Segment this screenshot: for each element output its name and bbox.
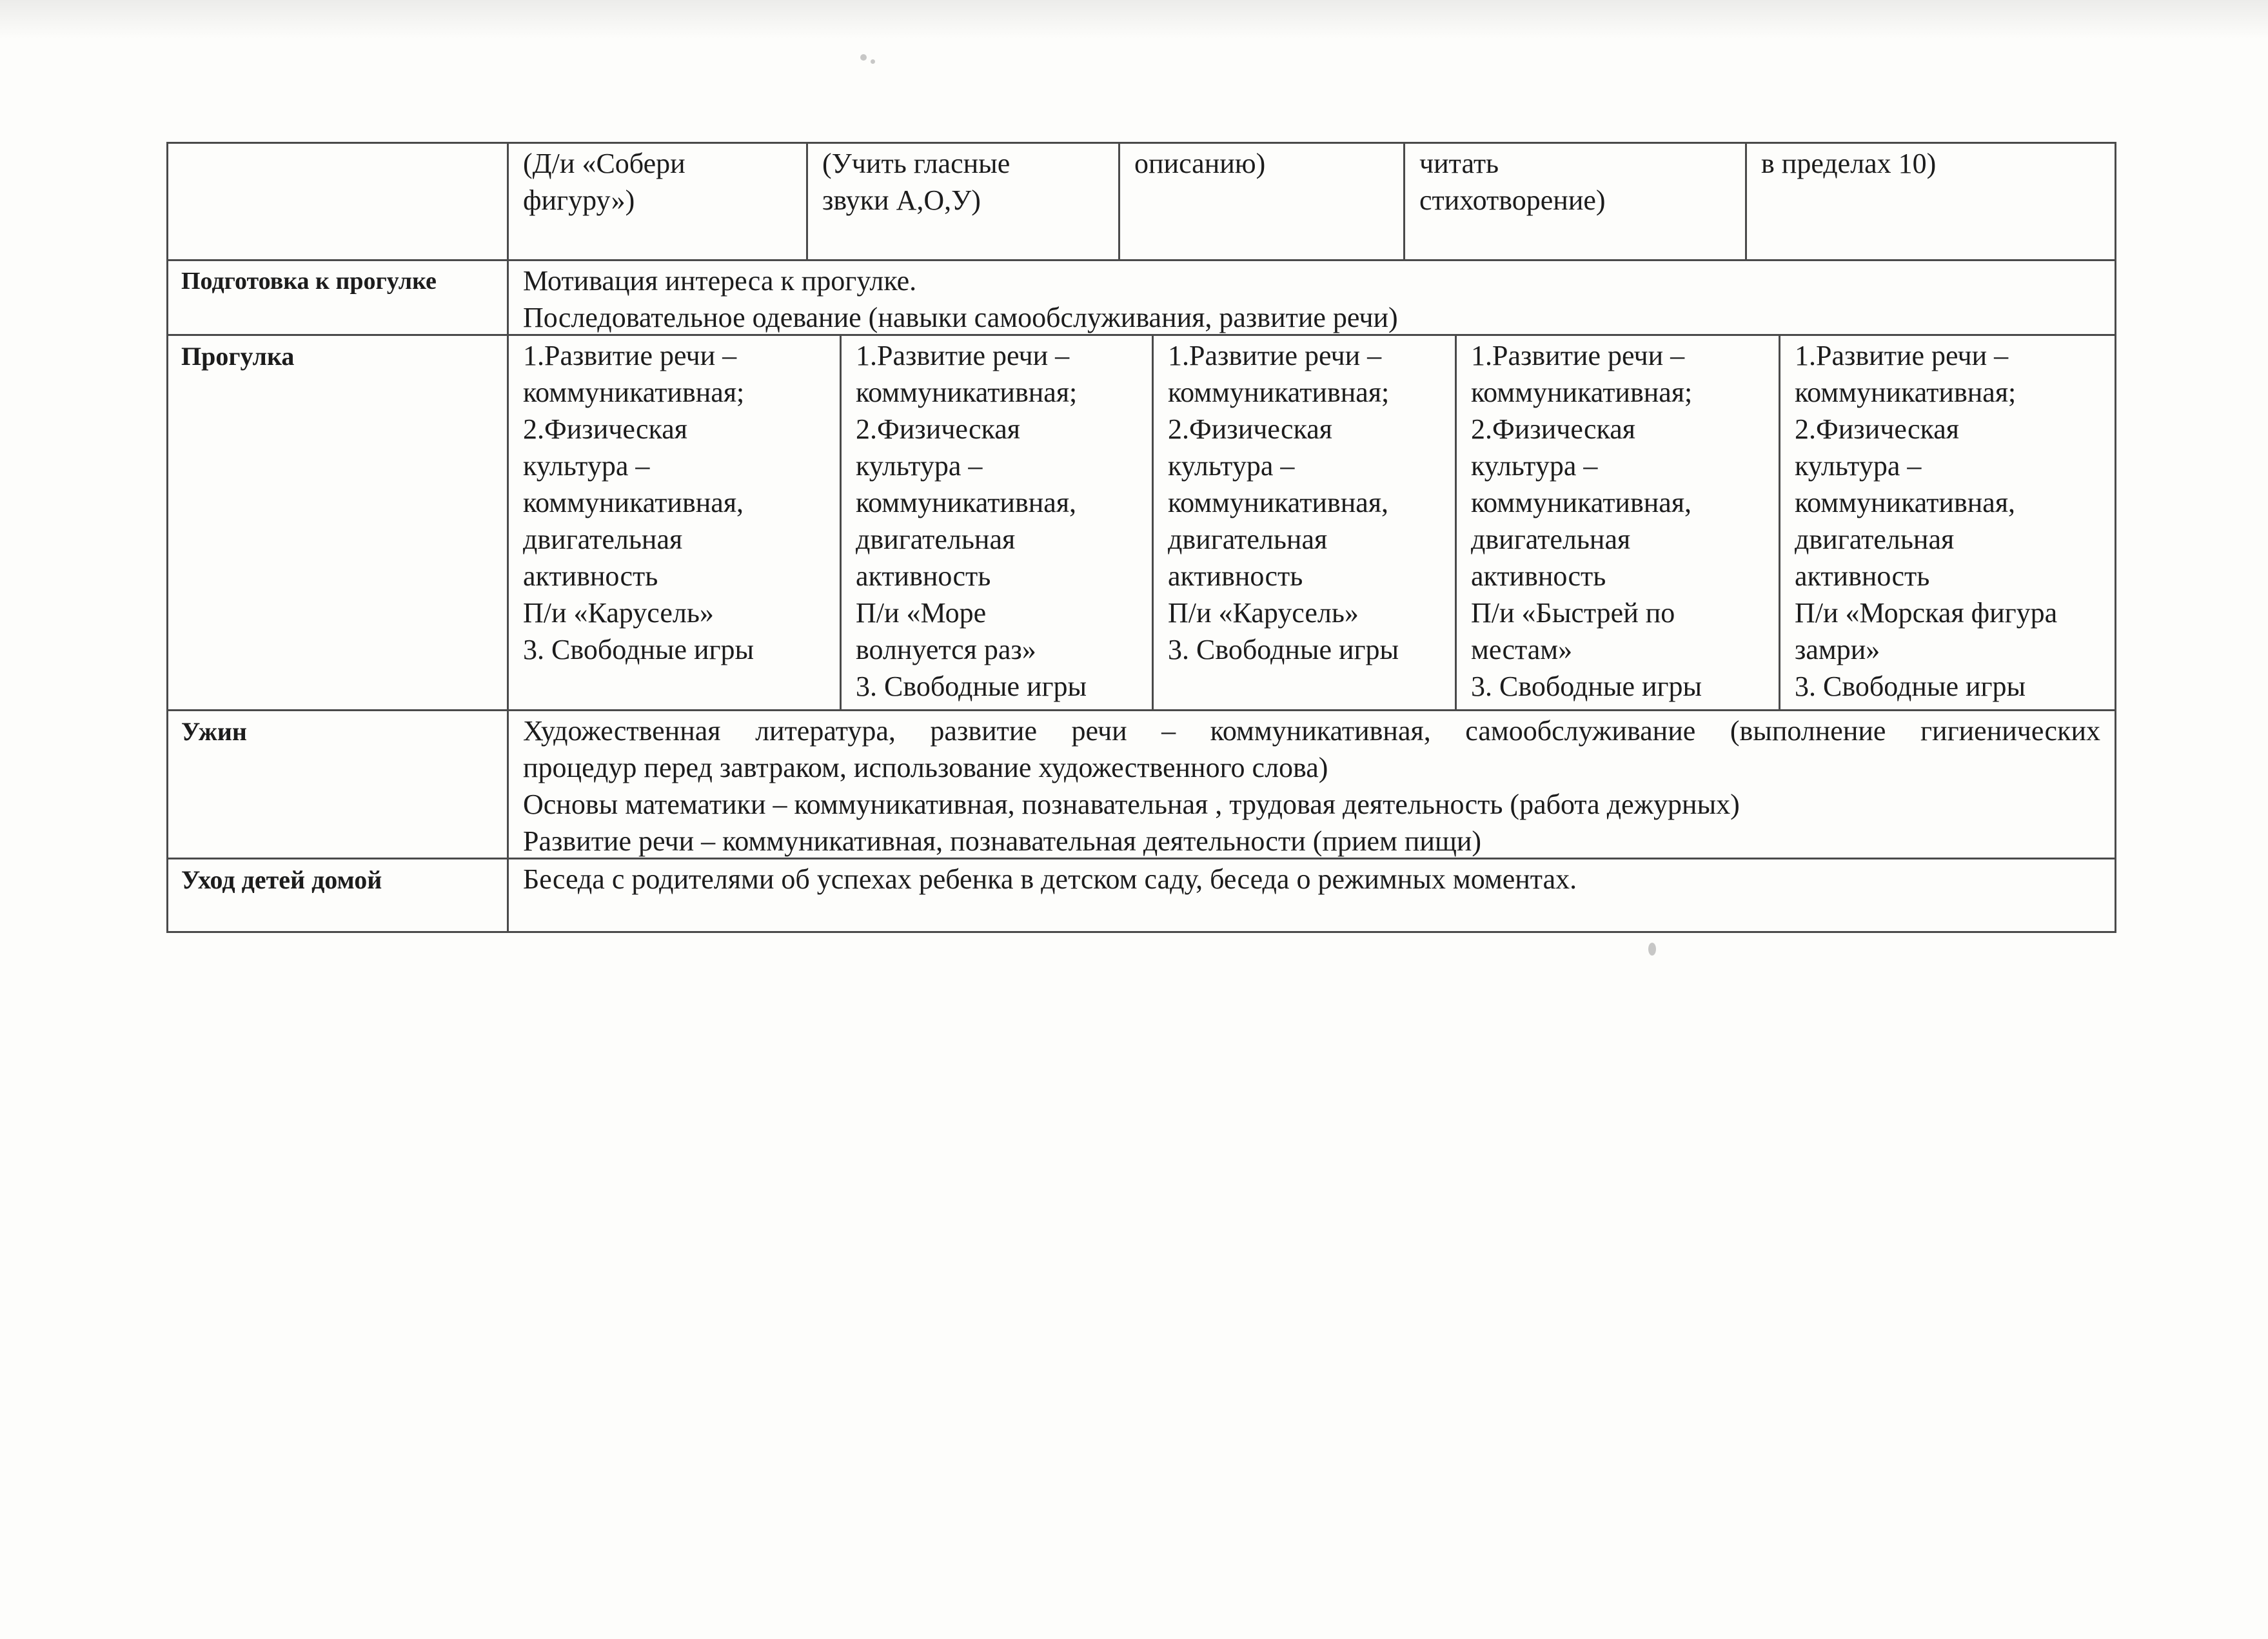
scan-speck: [871, 59, 875, 64]
home-line: Беседа с родителями об успехах ребенка в детском саду, беседа о режимных моментах.: [523, 863, 1577, 895]
supper-line-3: Основы математики – коммуникативная, познавательная , трудовая деятельность (работа дежурных): [523, 789, 1740, 820]
supper-content: [509, 711, 2116, 858]
row-label-home: Уход детей домой: [168, 859, 509, 931]
row-label-empty: [168, 144, 509, 259]
walk-cell-2: 1.Развитие речи – коммуникативная; 2.Физическая культура – коммуникативная, двигательная активность П/и «Море волнуется раз» 3. Свободные игры: [842, 336, 1154, 709]
home-content: [509, 859, 2116, 931]
walk-cell-1: 1.Развитие речи – коммуникативная; 2.Физическая культура – коммуникативная, двигательная активность П/и «Карусель» 3. Свободные игры: [509, 336, 842, 709]
scan-edge-shadow: [0, 0, 2268, 39]
table-row-prep: [168, 261, 2116, 336]
top-cell-1: (Д/и «Собери фигуру»): [509, 144, 808, 259]
supper-line-4: Развитие речи – коммуникативная, познавательная деятельности (прием пищи): [523, 825, 1482, 857]
table-row-walk: [168, 336, 2116, 711]
table-row-continuation: [168, 144, 2116, 261]
row-label-supper: Ужин: [168, 711, 509, 858]
top-cell-2: (Учить гласные звуки А,О,У): [808, 144, 1120, 259]
scan-speck: [860, 54, 867, 61]
schedule-table: [166, 142, 2116, 933]
top-cell-5: в пределах 10): [1747, 144, 2116, 259]
supper-line-1: Художественная литература, развитие речи – коммуникативная, самообслуживание (выполнение гигиенических: [523, 715, 2100, 747]
row-label-prep: Подготовка к прогулке: [168, 261, 509, 334]
prep-content: [509, 261, 2116, 334]
walk-cell-4: 1.Развитие речи – коммуникативная; 2.Физическая культура – коммуникативная, двигательная активность П/и «Быстрей по местам» 3. Свободные игры: [1457, 336, 1780, 709]
row-label-walk: Прогулка: [168, 336, 509, 709]
scan-speck: [1648, 943, 1656, 956]
top-cell-4: читать стихотворение): [1405, 144, 1747, 259]
table-row-supper: [168, 711, 2116, 859]
supper-line-2: процедур перед завтраком, использование художественного слова): [523, 752, 1328, 783]
prep-line-2: Последовательное одевание (навыки самообслуживания, развитие речи): [523, 302, 1398, 333]
walk-cell-5: 1.Развитие речи – коммуникативная; 2.Физическая культура – коммуникативная, двигательная активность П/и «Морская фигура замри» 3. Свободные игры: [1780, 336, 2116, 709]
table-row-home: [168, 859, 2116, 933]
prep-line-1: Мотивация интереса к прогулке.: [523, 265, 917, 297]
top-cell-3: описанию): [1120, 144, 1405, 259]
walk-cell-3: 1.Развитие речи – коммуникативная; 2.Физическая культура – коммуникативная, двигательная активность П/и «Карусель» 3. Свободные игры: [1154, 336, 1457, 709]
